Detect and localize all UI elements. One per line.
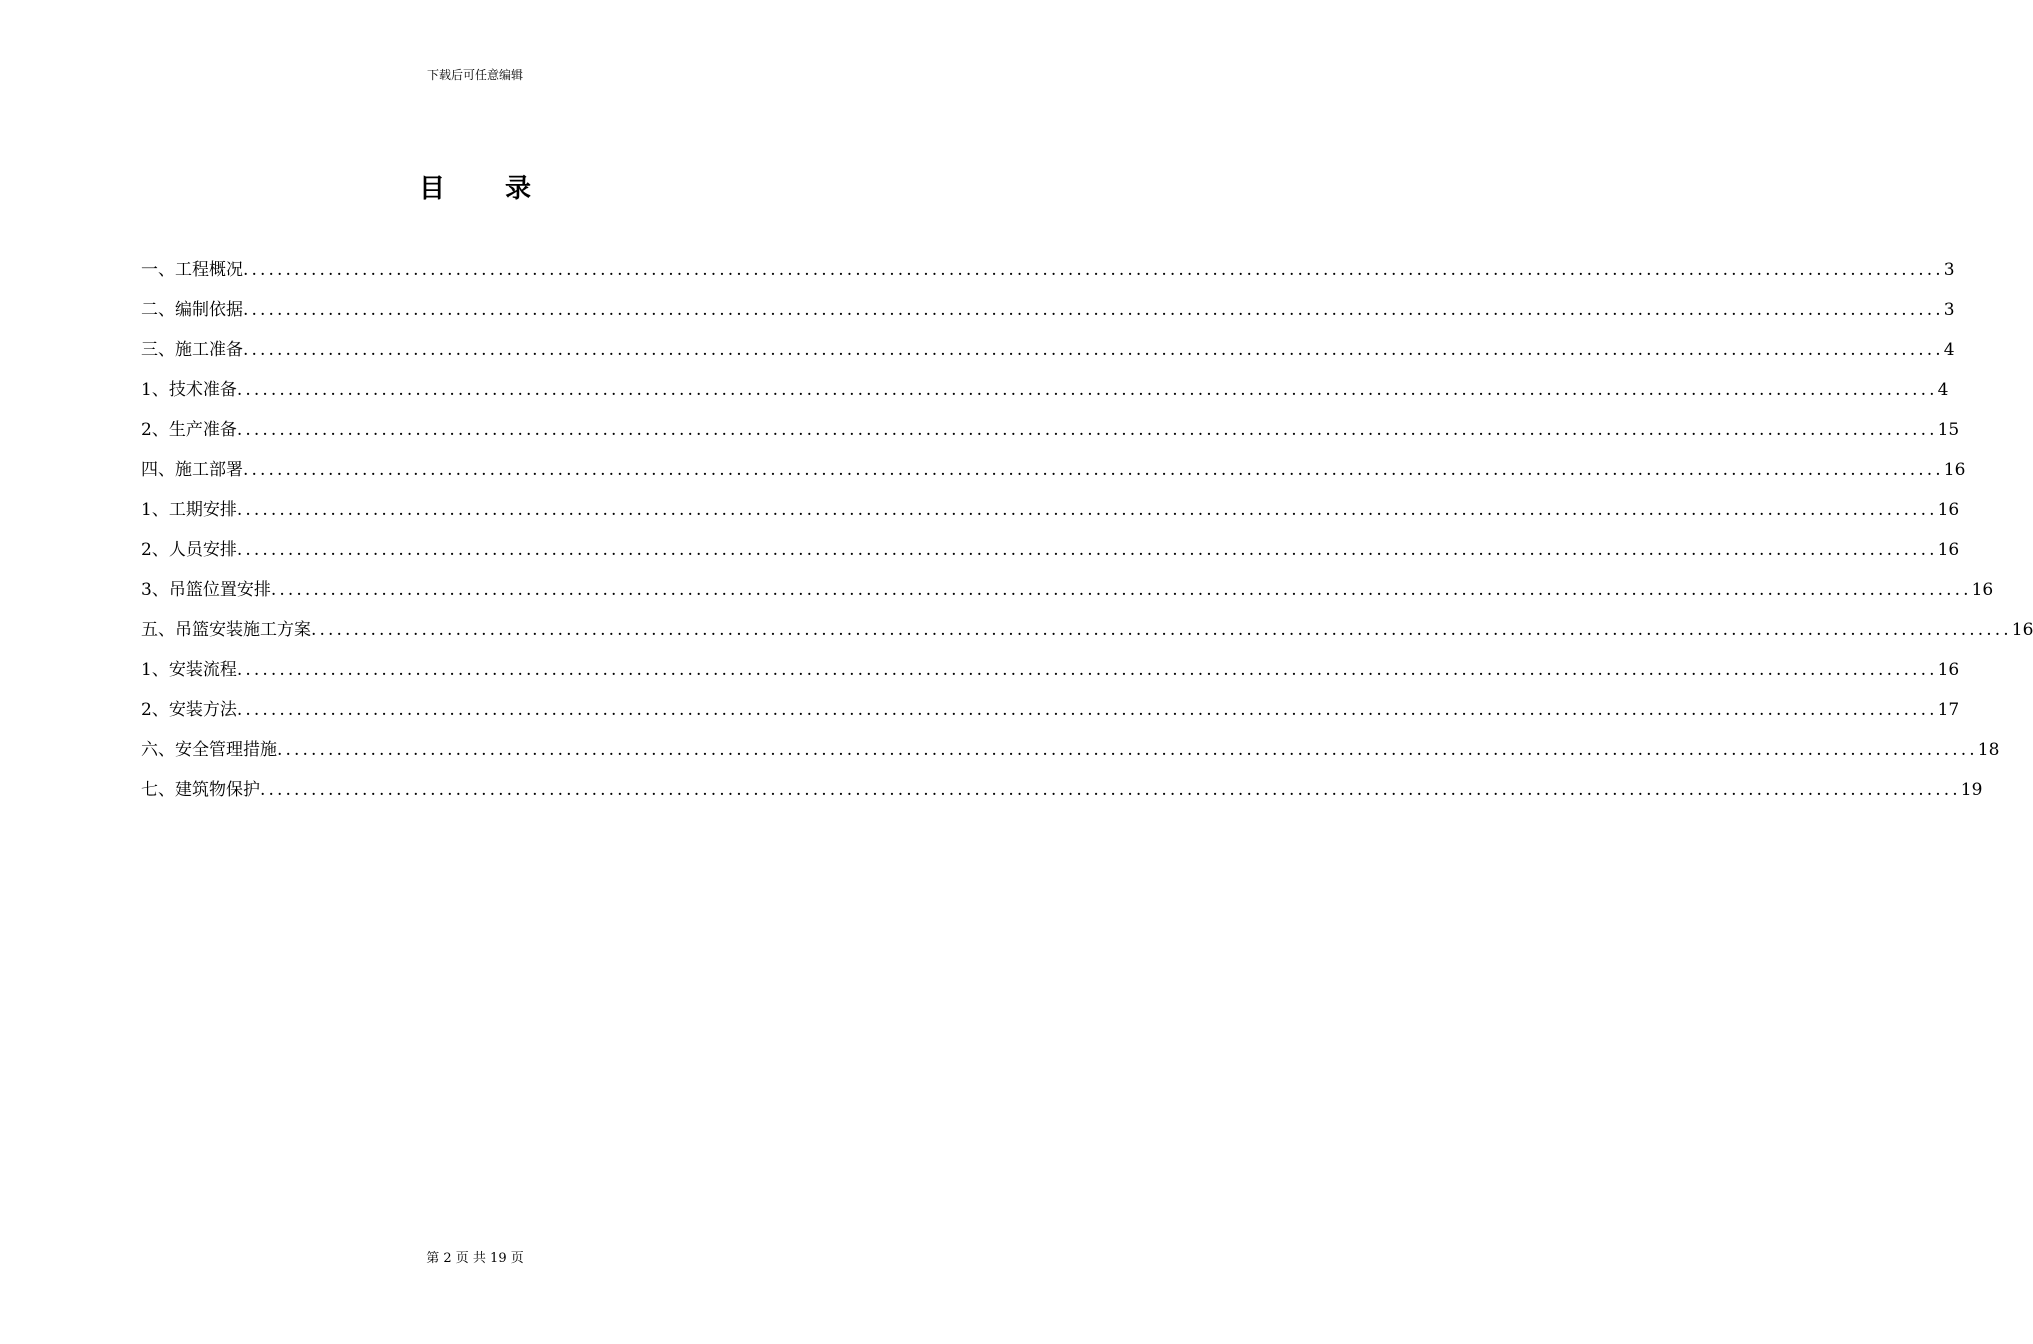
- page-footer: 第 2 页 共 19 页: [426, 1251, 524, 1266]
- toc-leader-dots: ........................................................................................................................................................................................................: [243, 340, 1944, 360]
- toc-entry-label: 1、安装流程: [141, 660, 237, 680]
- toc-entry-label: 2、生产准备: [141, 420, 237, 440]
- toc-entry-label: 1、技术准备: [141, 380, 237, 400]
- toc-entry-label: 一、工程概况: [141, 260, 243, 280]
- toc-entry[interactable]: [141, 538, 1960, 578]
- toc-leader-dots: ........................................................................................................................................................................................................: [236, 540, 1938, 560]
- toc-entry-page: 18: [1977, 740, 2000, 760]
- toc-entry-page: 4: [1943, 340, 1955, 360]
- toc-leader-dots: ........................................................................................................................................................................................................: [311, 620, 2012, 640]
- toc-entry[interactable]: [141, 658, 1960, 698]
- toc-title-char-2: 录: [505, 174, 532, 204]
- toc-leader-dots: ........................................................................................................................................................................................................: [277, 740, 1978, 760]
- toc-entry-label: 3、吊篮位置安排: [141, 580, 271, 600]
- toc-leader-dots: ........................................................................................................................................................................................................: [243, 260, 1944, 280]
- toc-leader-dots: ........................................................................................................................................................................................................: [270, 580, 1972, 600]
- toc-entry-label: 二、编制依据: [141, 300, 243, 320]
- toc-leader-dots: ........................................................................................................................................................................................................: [236, 660, 1938, 680]
- toc-title-char-1: 目: [418, 174, 445, 204]
- toc-entry-label: 1、工期安排: [141, 500, 237, 520]
- toc-entry[interactable]: [141, 618, 2033, 658]
- toc-entry-page: 19: [1960, 780, 1983, 800]
- toc-entry[interactable]: [141, 418, 1960, 458]
- toc-entry-page: 3: [1943, 260, 1955, 280]
- toc-entry-label: 四、施工部署: [141, 460, 243, 480]
- page-header: 下载后可任意编辑: [426, 68, 523, 82]
- toc-entry[interactable]: [141, 738, 2000, 778]
- toc-entry[interactable]: [141, 378, 1949, 418]
- toc-leader-dots: ........................................................................................................................................................................................................: [236, 420, 1938, 440]
- toc-title: [0, 168, 950, 205]
- toc-leader-dots: ........................................................................................................................................................................................................: [243, 300, 1944, 320]
- toc-entry-page: 3: [1943, 300, 1955, 320]
- toc-entry-page: 16: [1937, 660, 1960, 680]
- toc-entry[interactable]: [141, 338, 1955, 378]
- toc-entry-page: 16: [1971, 580, 1994, 600]
- toc-list: [141, 258, 2033, 818]
- toc-entry[interactable]: [141, 458, 1966, 498]
- toc-entry[interactable]: [141, 498, 1960, 538]
- toc-entry[interactable]: [141, 298, 1955, 338]
- toc-entry-label: 三、施工准备: [141, 340, 243, 360]
- toc-leader-dots: ........................................................................................................................................................................................................: [236, 500, 1938, 520]
- toc-entry-page: 4: [1937, 380, 1949, 400]
- toc-entry-page: 16: [1937, 500, 1960, 520]
- toc-leader-dots: ........................................................................................................................................................................................................: [260, 780, 1961, 800]
- toc-entry-label: 2、人员安排: [141, 540, 237, 560]
- toc-entry-page: 16: [1943, 460, 1966, 480]
- toc-entry-label: 七、建筑物保护: [141, 780, 260, 800]
- toc-entry[interactable]: [141, 258, 1955, 298]
- toc-entry[interactable]: [141, 698, 1960, 738]
- toc-entry-page: 17: [1937, 700, 1960, 720]
- toc-leader-dots: ........................................................................................................................................................................................................: [236, 700, 1938, 720]
- toc-entry-page: 16: [1937, 540, 1960, 560]
- toc-leader-dots: ........................................................................................................................................................................................................: [243, 460, 1944, 480]
- toc-entry-page: 15: [1937, 420, 1960, 440]
- toc-entry[interactable]: [141, 778, 1983, 818]
- toc-entry-page: 16: [2011, 620, 2033, 640]
- toc-entry-label: 六、安全管理措施: [141, 740, 277, 760]
- toc-entry-label: 五、吊篮安装施工方案: [141, 620, 311, 640]
- toc-entry[interactable]: [141, 578, 1994, 618]
- toc-leader-dots: ........................................................................................................................................................................................................: [236, 380, 1938, 400]
- toc-entry-label: 2、安装方法: [141, 700, 237, 720]
